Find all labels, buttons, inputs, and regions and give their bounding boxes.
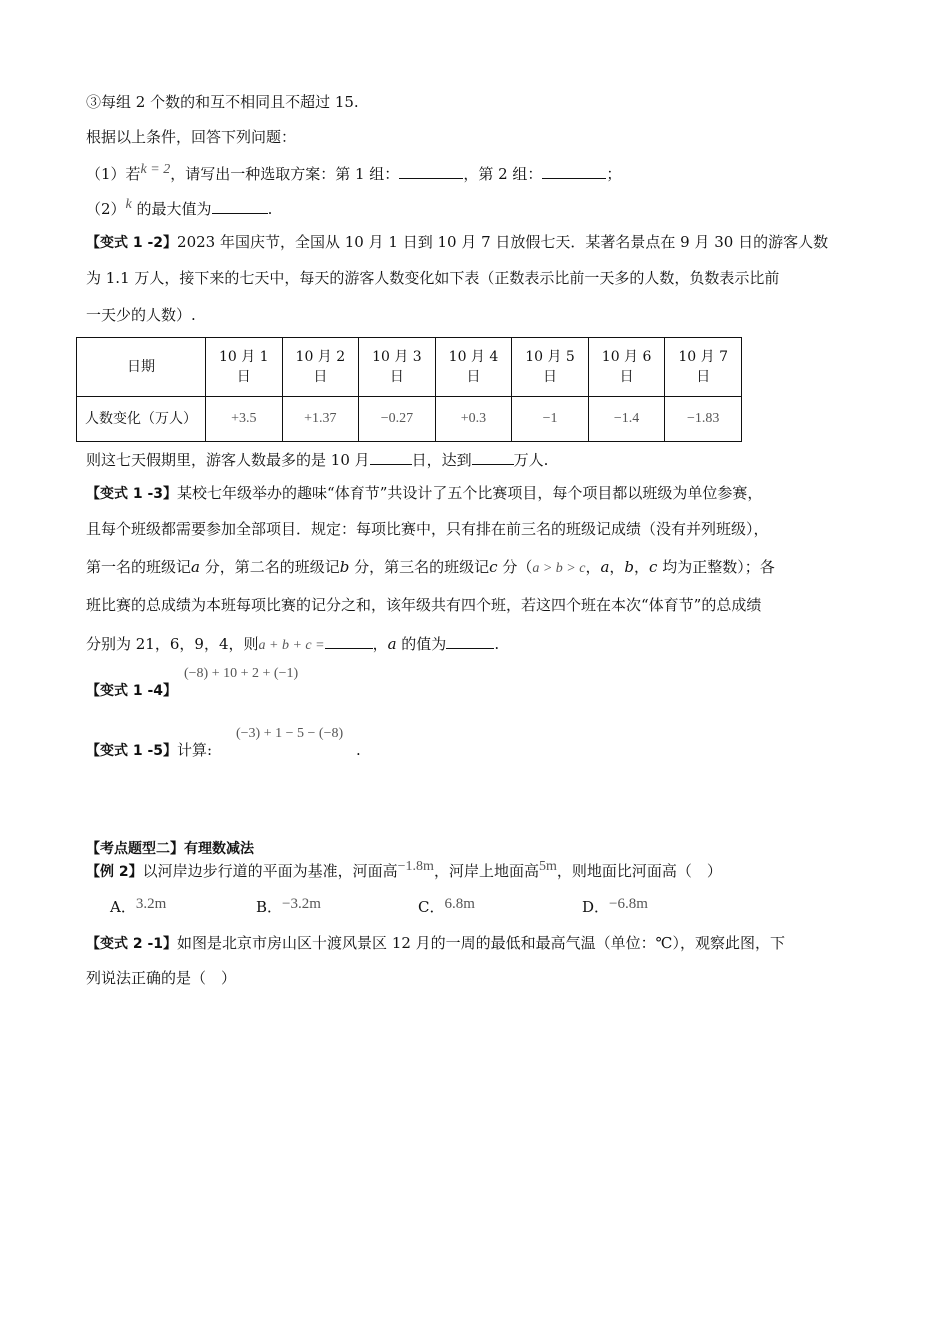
header-label: 日期: [77, 338, 206, 397]
option-a[interactable]: A．3.2m: [110, 896, 167, 916]
q1-mid: ，请写出一种选取方案：第 1 组：: [170, 165, 400, 183]
variant-1-5: 【变式 1 -5】计算:: [86, 741, 213, 759]
q2-formula: k: [125, 197, 132, 212]
q2-end: .: [267, 200, 273, 218]
option-b[interactable]: B．−3.2m: [256, 896, 321, 916]
q2-mid: 的最大值为: [136, 200, 212, 218]
variant-1-2-line2: 为 1.1 万人，接下来的七天中，每天的游客人数变化如下表（正数表示比前一天多的人数，负数表示比前: [86, 269, 780, 287]
date-cell: 10 月 3 日: [359, 338, 436, 397]
q1-formula: k = 2: [140, 162, 171, 177]
sum-blank[interactable]: [325, 632, 373, 649]
value-cell: +1.37: [282, 397, 359, 442]
date-cell: 10 月 5 日: [512, 338, 589, 397]
date-cell: 10 月 1 日: [206, 338, 283, 397]
variant-1-2-tag: 【变式 1 -2】: [86, 235, 178, 251]
date-cell: 10 月 6 日: [588, 338, 665, 397]
q1-prefix: （1）若: [86, 165, 141, 183]
q1-group1-blank[interactable]: [399, 162, 463, 179]
value-cell: −1: [512, 397, 589, 442]
condition-3: ③每组 2 个数的和互不相同且不超过 15.: [86, 93, 359, 111]
option-d[interactable]: D．−6.8m: [582, 896, 648, 916]
variant-2-1-line2: 列说法正确的是（ ）: [86, 969, 237, 987]
variant-1-5-expression: (−3) + 1 − 5 − (−8): [236, 726, 344, 741]
table-header-row: [77, 338, 742, 397]
variant-2-1-line1: 【变式 2 -1】如图是北京市房山区十渡风景区 12 月的一周的最低和最高气温（单位：℃），观察此图，下: [86, 934, 785, 952]
variant-1-5-end: .: [356, 741, 361, 759]
question-2: [86, 197, 272, 221]
q2-prefix: （2）: [86, 200, 126, 218]
q1-group2-blank[interactable]: [542, 162, 606, 179]
variant-1-3-line3: 第一名的班级记a 分，第二名的班级记b 分，第三名的班级记c 分（a > b > c，a，b，c 均为正整数）；各: [86, 558, 775, 576]
variant-1-3-line2: 且每个班级都需要参加全部项目．规定：每项比赛中，只有排在前三名的班级记成绩（没有并列班级），: [86, 520, 769, 538]
question-1: [86, 162, 621, 186]
value-cell: +3.5: [206, 397, 283, 442]
example-2-tag: 【例 2】: [86, 864, 143, 880]
visitor-blank[interactable]: [472, 448, 514, 465]
example-2: 【例 2】以河岸边步行道的平面为基准，河面高−1.8m，河岸上地面高5m，则地面比河面高（ ）: [86, 859, 722, 880]
date-cell: 10 月 7 日: [665, 338, 742, 397]
variant-1-5-tag: 【变式 1 -5】: [86, 743, 178, 759]
option-c[interactable]: C．6.8m: [418, 896, 475, 916]
variant-1-4: [86, 680, 177, 701]
value-cell: +0.3: [435, 397, 512, 442]
variant-1-3-tag: 【变式 1 -3】: [86, 486, 178, 502]
q2-blank[interactable]: [212, 197, 268, 214]
table-value-row: [77, 397, 742, 442]
variant-2-1-tag: 【变式 2 -1】: [86, 936, 178, 952]
variant-1-3-line5: 分别为 21，6，9，4，则a + b + c = ，a 的值为 .: [86, 632, 499, 656]
date-cell: 10 月 4 日: [435, 338, 512, 397]
day-blank[interactable]: [370, 448, 412, 465]
variant-1-4-expression: (−8) + 10 + 2 + (−1): [184, 666, 299, 681]
row-label: 人数变化（万人）: [77, 397, 206, 442]
variant-1-2-text1: 2023 年国庆节，全国从 10 月 1 日到 10 月 7 日放假七天．某著名景点在 9 月 30 日的游客人数: [177, 233, 829, 251]
order-condition: a > b > c: [532, 561, 586, 576]
section-2-heading: 【考点题型二】有理数减法: [86, 841, 254, 857]
variant-1-2-line3: 一天少的人数）.: [86, 306, 196, 324]
visitor-change-table: [76, 337, 742, 442]
variant-1-3-line1: 【变式 1 -3】某校七年级举办的趣味“体育节”共设计了五个比赛项目，每个项目都以班级为单位参赛，: [86, 484, 763, 502]
q1-end: ；: [606, 165, 622, 183]
instruction: 根据以上条件，回答下列问题：: [86, 128, 297, 146]
variant-1-4-tag: 【变式 1 -4】: [86, 683, 178, 699]
sum-formula: a + b + c =: [258, 638, 325, 653]
variant-1-3-line4: 班比赛的总成绩为本班每项比赛的记分之和，该年级共有四个班，若这四个班在本次“体育节”的总成绩: [86, 596, 762, 614]
variant-1-2-line1: [86, 232, 828, 253]
a-value-blank[interactable]: [446, 632, 494, 649]
date-cell: 10 月 2 日: [282, 338, 359, 397]
value-cell: −1.83: [665, 397, 742, 442]
value-cell: −0.27: [359, 397, 436, 442]
value-cell: −1.4: [588, 397, 665, 442]
q1-mid2: ，第 2 组：: [463, 165, 543, 183]
after-table-question: 则这七天假期里，游客人数最多的是 10 月 日，达到 万人.: [86, 448, 548, 470]
